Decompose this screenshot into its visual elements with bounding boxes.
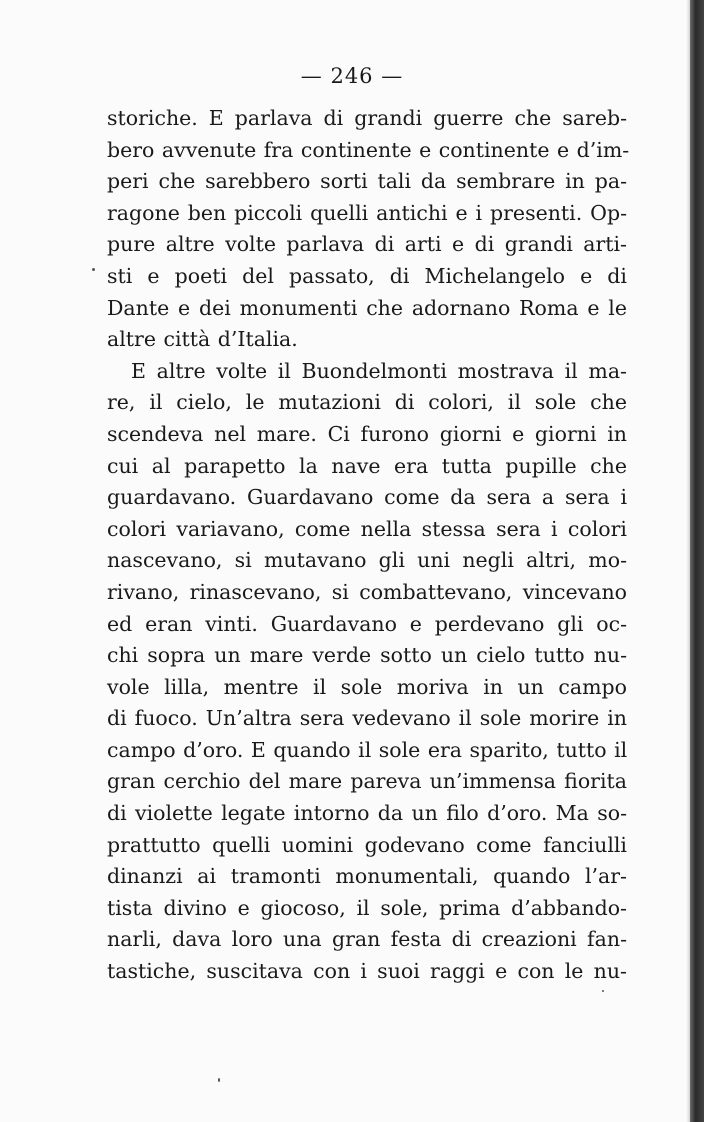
body-text — [107, 103, 630, 988]
text-line: nascevano, si mutavano gli uni negli altri, mo- — [107, 548, 627, 573]
text-line: colori variavano, come nella stessa sera i colori — [107, 516, 627, 541]
text-line: tista divino e giocoso, il sole, prima d’abbando- — [107, 895, 627, 920]
text-line: tastiche, suscitava con i suoi raggi e con le nu- — [107, 959, 627, 984]
text-line: campo d’oro. E quando il sole era sparito, tutto il — [107, 737, 628, 762]
text-line: rivano, rinascevano, si combattevano, vincevano — [107, 579, 627, 604]
text-line: di fuoco. Un’altra sera vedevano il sole morire in — [107, 706, 627, 731]
page-number: — 246 — — [300, 64, 404, 88]
text-line: guardavano. Guardavano come da sera a sera i — [107, 485, 627, 510]
margin-speck — [602, 990, 604, 992]
margin-speck — [92, 268, 95, 271]
text-line: prattutto quelli uomini godevano come fanciulli — [107, 832, 627, 857]
text-line: storiche. E parlava di grandi guerre che sareb- — [107, 106, 627, 130]
text-line: gran cerchio del mare pareva un’immensa fiorita — [107, 769, 627, 794]
text-line: vole lilla, mentre il sole moriva in un campo — [107, 674, 627, 699]
text-line: re, il cielo, le mutazioni di colori, il sole che — [107, 390, 627, 415]
text-line: altre città d’Italia. — [107, 327, 298, 352]
text-line: ed eran vinti. Guardavano e perdevano gli oc- — [107, 611, 627, 636]
text-line: sti e poeti del passato, di Michelangelo e di — [107, 263, 627, 288]
text-line: di violette legate intorno da un filo d’oro. Ma so- — [107, 801, 627, 826]
margin-speck — [218, 1078, 220, 1082]
text-line: peri che sarebbero sorti tali da sembrare in pa- — [107, 169, 627, 194]
text-line: cui al parapetto la nave era tutta pupille che — [107, 453, 627, 478]
text-line: scendeva nel mare. Ci furono giorni e giorni in — [107, 421, 627, 446]
text-line: pure altre volte parlava di arti e di grandi arti- — [107, 232, 627, 257]
text-line: bero avvenute fra continente e continente e d’im- — [107, 137, 630, 162]
text-line: ragone ben piccoli quelli antichi e i presenti. Op- — [107, 200, 627, 225]
text-line: dinanzi ai tramonti monumentali, quando l’ar- — [107, 864, 627, 889]
text-line: chi sopra un mare verde sotto un cielo tutto nu- — [107, 643, 627, 668]
text-line: Dante e dei monumenti che adornano Roma e le — [107, 295, 627, 320]
text-line: narli, dava loro una gran festa di creazioni fan- — [107, 927, 627, 952]
page-edge-shadow — [690, 0, 704, 1122]
text-line: E altre volte il Buondelmonti mostrava il ma- — [131, 358, 627, 383]
